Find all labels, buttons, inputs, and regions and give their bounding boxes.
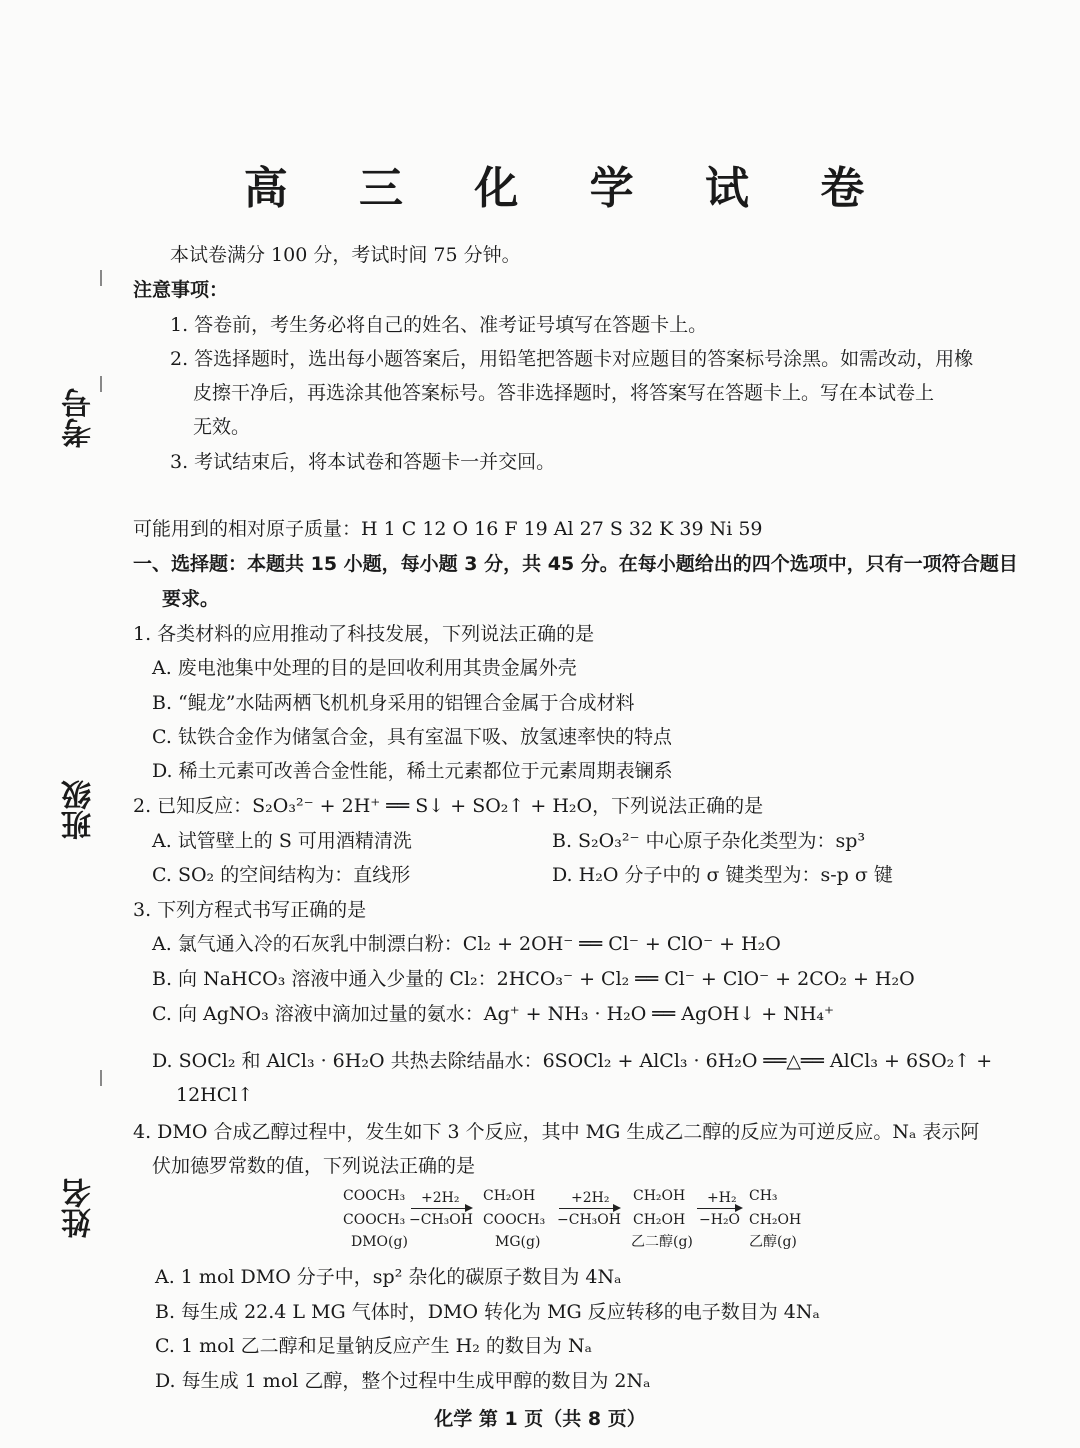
ethylene-glycol-top: CH₂OH — [633, 1188, 686, 1204]
ethylene-glycol-label: 乙二醇(g) — [631, 1234, 693, 1250]
notice-item: 3. 考试结束后，将本试卷和答题卡一并交回。 — [170, 451, 556, 473]
question-3-option-a: A. 氯气通入冷的石灰乳中制漂白粉：Cl₂ + 2OH⁻ ══ Cl⁻ + ClO⁻ + H₂O — [152, 933, 781, 955]
notice-item: 无效。 — [193, 416, 251, 438]
class-label: 班级 — [62, 780, 97, 840]
ethanol-bottom: CH₂OH — [749, 1212, 802, 1228]
question-1-stem: 1. 各类材料的应用推动了科技发展，下列说法正确的是 — [133, 623, 595, 645]
question-4-option-d: D. 每生成 1 mol 乙醇，整个过程中生成甲醇的数目为 2Nₐ — [155, 1370, 651, 1392]
question-4-option-b: B. 每生成 22.4 L MG 气体时，DMO 转化为 MG 反应转移的电子数目为 4Nₐ — [155, 1301, 820, 1323]
question-3-option-d-cont: 12HCl↑ — [176, 1084, 254, 1106]
reaction-arrow — [697, 1208, 741, 1209]
reaction-2-reagent: +2H₂ — [571, 1190, 610, 1206]
dmo-label: DMO(g) — [351, 1234, 408, 1250]
question-2-option-a: A. 试管壁上的 S 可用酒精清洗 — [152, 830, 412, 852]
question-4-stem: 4. DMO 合成乙醇过程中，发生如下 3 个反应，其中 MG 生成乙二醇的反应为可逆反应。Nₐ 表示阿 — [133, 1121, 980, 1143]
question-4-option-a: A. 1 mol DMO 分子中，sp² 杂化的碳原子数目为 4Nₐ — [155, 1266, 622, 1288]
reaction-2-byproduct: −CH₃OH — [557, 1212, 621, 1228]
question-2-option-d: D. H₂O 分子中的 σ 键类型为：s-p σ 键 — [552, 864, 893, 886]
question-3-stem: 3. 下列方程式书写正确的是 — [133, 899, 367, 921]
page-footer: 化学 第 1 页（共 8 页） — [434, 1408, 646, 1430]
exam-number-label: 考号 — [62, 388, 97, 448]
question-1-option-b: B. “鲲龙”水陆两栖飞机机身采用的铝锂合金属于合成材料 — [152, 692, 635, 714]
question-2-option-b: B. S₂O₃²⁻ 中心原子杂化类型为：sp³ — [552, 830, 866, 852]
notice-item: 1. 答卷前，考生务必将自己的姓名、准考证号填写在答题卡上。 — [170, 314, 708, 336]
mg-top: CH₂OH — [483, 1188, 536, 1204]
reaction-3-byproduct: −H₂O — [699, 1212, 741, 1228]
ethylene-glycol-bottom: CH₂OH — [633, 1212, 686, 1228]
reaction-3-reagent: +H₂ — [707, 1190, 737, 1206]
dmo-bottom: COOCH₃ — [343, 1212, 406, 1228]
question-3-option-c: C. 向 AgNO₃ 溶液中滴加过量的氨水：Ag⁺ + NH₃ · H₂O ══ AgOH↓ + NH₄⁺ — [152, 1003, 835, 1025]
ethanol-label: 乙醇(g) — [749, 1234, 797, 1250]
ethanol-top: CH₃ — [749, 1188, 778, 1204]
dmo-top: COOCH₃ — [343, 1188, 406, 1204]
question-4-option-c: C. 1 mol 乙二醇和足量钠反应产生 H₂ 的数目为 Nₐ — [155, 1335, 592, 1357]
name-label: 姓名 — [62, 1178, 97, 1238]
section-heading: 一、选择题：本题共 15 小题，每小题 3 分，共 45 分。在每小题给出的四个选项中，只有一项符合题目 — [133, 553, 1018, 575]
notice-item: 2. 答选择题时，选出每小题答案后，用铅笔把答题卡对应题目的答案标号涂黑。如需改动，用橡 — [170, 348, 974, 370]
reaction-1-reagent: +2H₂ — [421, 1190, 460, 1206]
binding-line-mark — [100, 1070, 102, 1086]
question-3-option-b: B. 向 NaHCO₃ 溶液中通入少量的 Cl₂：2HCO₃⁻ + Cl₂ ══ Cl⁻ + ClO⁻ + 2CO₂ + H₂O — [152, 968, 915, 990]
binding-line-mark — [100, 270, 102, 286]
reaction-arrow — [411, 1208, 471, 1209]
notice-item: 皮擦干净后，再选涂其他答案标号。答非选择题时，将答案写在答题卡上。写在本试卷上 — [193, 382, 935, 404]
mg-bottom: COOCH₃ — [483, 1212, 546, 1228]
reaction-arrow — [559, 1208, 619, 1209]
binding-line-mark — [100, 376, 102, 392]
reaction-scheme — [335, 1184, 815, 1254]
question-1-option-c: C. 钛铁合金作为储氢合金，具有室温下吸、放氢速率快的特点 — [152, 726, 672, 748]
page-title: 高 三 化 学 试 卷 — [243, 163, 893, 214]
reaction-1-byproduct: −CH₃OH — [409, 1212, 473, 1228]
exam-intro: 本试卷满分 100 分，考试时间 75 分钟。 — [170, 244, 521, 266]
question-2-stem: 2. 已知反应：S₂O₃²⁻ + 2H⁺ ══ S↓ + SO₂↑ + H₂O，下列说法正确的是 — [133, 795, 764, 817]
question-3-option-d: D. SOCl₂ 和 AlCl₃ · 6H₂O 共热去除结晶水：6SOCl₂ + AlCl₃ · 6H₂O ══△══ AlCl₃ + 6SO₂↑ + — [152, 1050, 993, 1072]
question-2-option-c: C. SO₂ 的空间结构为：直线形 — [152, 864, 411, 886]
atomic-masses: 可能用到的相对原子质量：H 1 C 12 O 16 F 19 Al 27 S 32 K 39 Ni 59 — [133, 518, 763, 540]
question-1-option-d: D. 稀土元素可改善合金性能，稀土元素都位于元素周期表镧系 — [152, 760, 673, 782]
section-heading-cont: 要求。 — [162, 588, 220, 610]
question-1-option-a: A. 废电池集中处理的目的是回收利用其贵金属外壳 — [152, 657, 577, 679]
notice-heading: 注意事项： — [133, 279, 229, 301]
question-4-stem-cont: 伏加德罗常数的值，下列说法正确的是 — [152, 1155, 476, 1177]
mg-label: MG(g) — [495, 1234, 541, 1250]
